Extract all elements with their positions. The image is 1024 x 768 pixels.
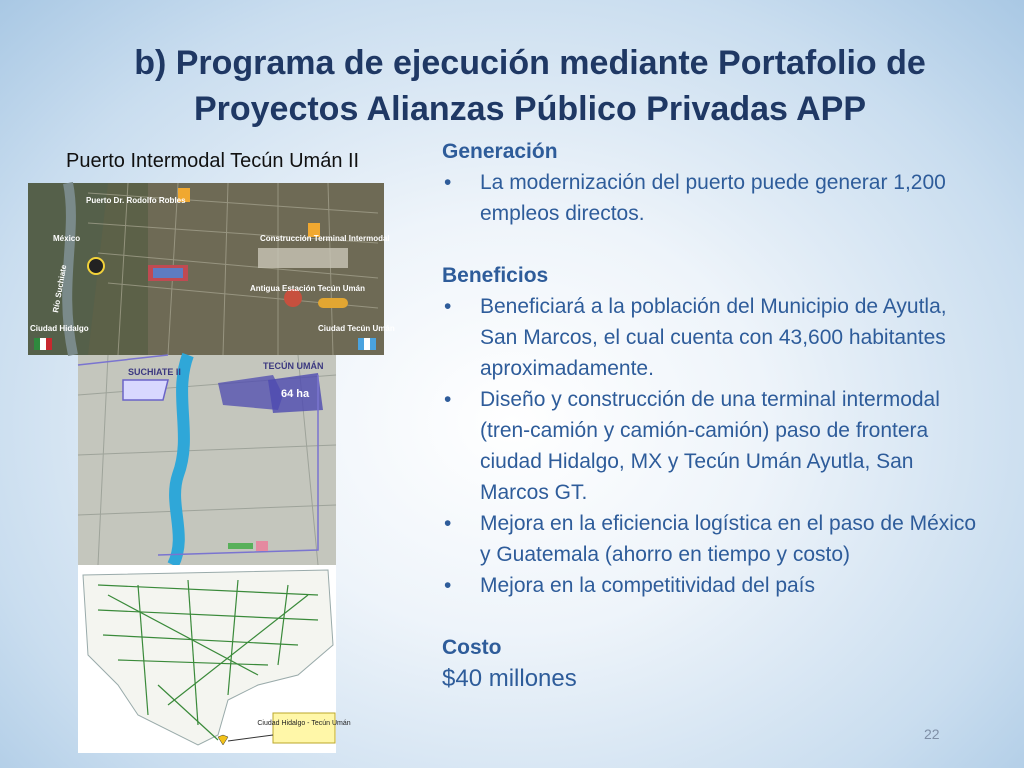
label-callout: Ciudad Hidalgo - Tecún Umán (257, 720, 351, 727)
label-puerto: Puerto Dr. Rodolfo Robles (86, 196, 186, 205)
label-rio: Río Suchiate (51, 264, 69, 314)
label-64ha: 64 ha (281, 388, 310, 400)
list-item: • Mejora en la competitividad del país (442, 570, 982, 601)
page-number: 22 (924, 726, 940, 742)
costo-heading: Costo (442, 636, 502, 659)
list-item: • Mejora en la eficiencia logística en el paso de México y Guatemala (ahorro en tiempo y costo) (442, 508, 982, 570)
bullet-glyph: • (444, 295, 452, 318)
beneficios-list (442, 291, 982, 601)
bullet-glyph: • (444, 574, 452, 597)
generacion-list (442, 167, 982, 229)
label-estacion: Antigua Estación Tecún Umán (250, 284, 365, 293)
bullet-glyph: • (444, 512, 452, 535)
label-construccion: Construcción Terminal Intermodal (260, 234, 390, 243)
label-tecun: Ciudad Tecún Umán (318, 324, 395, 333)
bullet-glyph: • (444, 171, 452, 194)
costo-value: $40 millones (442, 665, 577, 692)
satellite-map-image (28, 183, 395, 355)
list-item: • Diseño y construcción de una terminal intermodal (tren-camión y camión-camión) paso de frontera ciudad Hidalgo, MX y Tecún Umán Ayutla, San Marcos GT. (442, 384, 982, 508)
label-tecun-uman: TECÚN UMÁN (263, 361, 324, 371)
slide-title: b) Programa de ejecución mediante Portafolio de Proyectos Alianzas Público Privadas APP (134, 44, 926, 128)
rail-network-map-image (78, 565, 351, 753)
map-caption: Puerto Intermodal Tecún Umán II (66, 150, 360, 172)
beneficios-heading: Beneficios (442, 264, 549, 287)
site-plan-map-image (78, 355, 336, 565)
guatemala-flag-icon (358, 338, 376, 350)
label-mexico: México (53, 234, 81, 243)
bullet-glyph: • (444, 388, 452, 411)
label-ciudad-hidalgo: Ciudad Hidalgo (30, 324, 89, 333)
mexico-flag-icon (34, 338, 52, 350)
label-suchiate: SUCHIATE II (128, 367, 181, 377)
generacion-heading: Generación (442, 140, 558, 163)
list-item: • Beneficiará a la población del Municipio de Ayutla, San Marcos, el cual cuenta con 43,600 habitantes aproximadamente. (442, 291, 982, 384)
content-column (442, 136, 982, 694)
list-item: • La modernización del puerto puede generar 1,200 empleos directos. (442, 167, 982, 229)
